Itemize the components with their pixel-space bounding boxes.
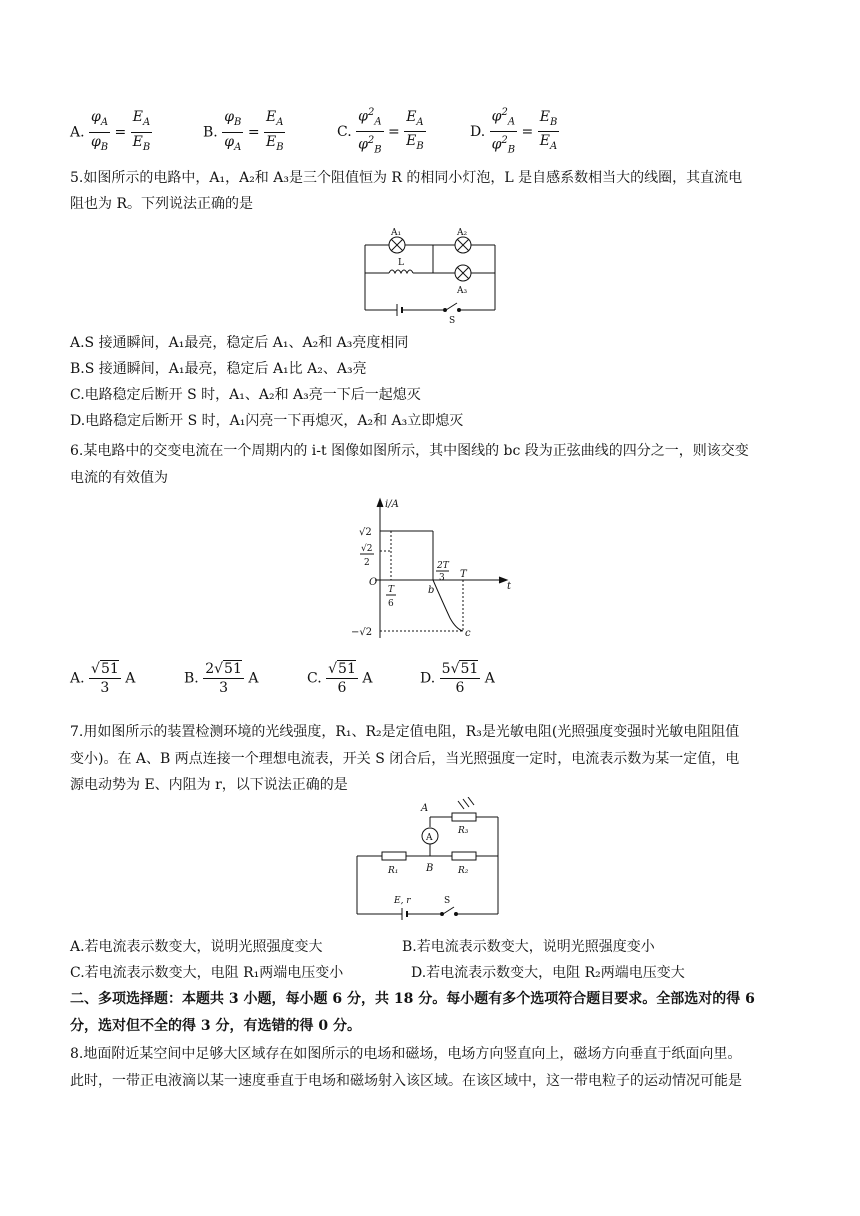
point-c: c: [465, 628, 471, 639]
q5-option-b: B.S 接通瞬间，A₁最亮，稳定后 A₁比 A₂、A₃亮: [70, 361, 367, 377]
q7-option-a: A.若电流表示数变大，说明光照强度变大: [70, 939, 323, 955]
label-a2: A₂: [457, 228, 468, 238]
section2-heading-line2: 分，选对但不全的得 3 分，有选错的得 0 分。: [70, 1018, 361, 1034]
radicand: 51: [224, 661, 242, 677]
tick-T: T: [460, 569, 467, 580]
tick-sqrt2: √2: [359, 527, 372, 538]
label-r3: R₃: [458, 826, 469, 836]
ammeter-label: A: [426, 833, 433, 843]
fraction: $\frac{E_A}{E_B}$: [132, 109, 151, 153]
coef: 5: [441, 661, 451, 677]
q8-stem-line1: 8.地面附近某空间中足够大区域存在如图所示的电场和磁场，电场方向竖直向上，磁场方向垂直于纸面向里。: [70, 1046, 742, 1062]
q7-circuit-diagram: [352, 797, 507, 922]
q7-stem-line2: 变小)。在 A、B 两点连接一个理想电流表，开关 S 闭合后，当光照强度一定时，电流表示数为某一定值，电: [70, 751, 740, 767]
label-l: L: [398, 258, 404, 268]
q5-circuit-diagram: [355, 225, 505, 325]
q5-option-c: C.电路稳定后断开 S 时，A₁、A₂和 A₃亮一下后一起熄灭: [70, 387, 421, 403]
q6-option-d-letter: D.: [420, 670, 436, 687]
fraction: $\frac{5√51}{6}$: [441, 661, 479, 696]
q5-option-a: A.S 接通瞬间，A₁最亮，稳定后 A₁、A₂和 A₃亮度相同: [70, 335, 409, 351]
q4-option-a: A. $\frac{\varphi_A}{\varphi_B}$ = $\frac{E_A}{E_B}$: [70, 108, 152, 157]
denominator: 3: [100, 680, 110, 696]
unit: A: [125, 670, 136, 687]
q7-option-b: B.若电流表示数变大，说明光照强度变小: [402, 939, 655, 955]
q6-stem-line2: 电流的有效值为: [70, 470, 168, 486]
tick-2t3-den: 3: [439, 573, 445, 583]
y-axis-label: i/A: [385, 499, 399, 510]
label-s: S: [449, 316, 456, 325]
label-a3: A₃: [457, 286, 468, 296]
unit: A: [484, 670, 495, 687]
q4-option-c: C. $\frac{\varphi^2_A}{\varphi^2_B}$ = $\frac{E_A}{E_B}$: [337, 104, 426, 160]
q4-option-c-letter: C.: [337, 123, 352, 140]
fraction: $\frac{\varphi_B}{\varphi_A}$: [224, 109, 242, 153]
q6-option-c-letter: C.: [307, 670, 322, 687]
q7-stem-line3: 源电动势为 E、内阻为 r，以下说法正确的是: [70, 777, 348, 793]
fraction: $\frac{\varphi^2_A}{\varphi^2_B}$: [490, 104, 517, 160]
denominator: 6: [455, 680, 465, 696]
q7-option-c: C.若电流表示数变大，电阻 R₁两端电压变小: [70, 965, 344, 981]
tick-neg-sqrt2: −√2: [351, 627, 373, 638]
fraction: $\frac{E_B}{E_A}$: [539, 108, 558, 153]
q4-option-a-letter: A.: [70, 124, 85, 141]
q6-option-b: [184, 660, 258, 697]
radicand: 51: [338, 661, 356, 677]
fraction: $\frac{E_A}{E_B}$: [265, 109, 284, 153]
q7-stem-line1: 7.用如图所示的装置检测环境的光线强度，R₁、R₂是定值电阻，R₃是光敏电阻(光照强度变强时光敏电阻阻值: [70, 724, 740, 740]
radicand: 51: [460, 661, 479, 677]
q5-option-d: D.电路稳定后断开 S 时，A₁闪亮一下再熄灭，A₂和 A₃立即熄灭: [70, 413, 464, 429]
label-a1: A₁: [391, 228, 402, 238]
fraction: $\frac{√51}{6}$: [328, 661, 356, 696]
q4-option-d: D. $\frac{\varphi^2_A}{\varphi^2_B}$ = $\frac{E_B}{E_A}$: [470, 104, 559, 160]
label-r2: R₂: [458, 866, 469, 876]
q4-option-d-letter: D.: [470, 123, 486, 140]
label-er: E, r: [394, 896, 411, 906]
fraction: $\frac{√51}{3}$: [91, 661, 119, 696]
q5-stem-line2: 阻也为 R。下列说法正确的是: [70, 196, 253, 212]
tick-t6-den: 6: [388, 599, 394, 609]
label-point-a: A: [421, 803, 429, 814]
tick-half-den: 2: [364, 558, 370, 568]
label-switch-s: S: [444, 896, 451, 906]
x-axis-label: t: [507, 581, 512, 592]
q6-option-a-letter: A.: [70, 670, 85, 687]
denominator: 3: [219, 680, 228, 696]
q4-option-b-letter: B.: [203, 124, 218, 141]
fraction: $\frac{2√51}{3}$: [205, 661, 242, 696]
q7-option-d: D.若电流表示数变大，电阻 R₂两端电压变大: [411, 965, 685, 981]
fraction: $\frac{E_A}{E_B}$: [406, 108, 424, 153]
unit: A: [248, 670, 259, 687]
fraction: $\frac{\varphi_A}{\varphi_B}$: [90, 109, 109, 153]
q6-option-b-letter: B.: [184, 670, 199, 687]
coef: 2: [205, 661, 215, 677]
fraction: $\frac{\varphi^2_A}{\varphi^2_B}$: [356, 104, 383, 160]
q4-option-b: B. $\frac{\varphi_B}{\varphi_A}$ = $\frac{E_A}{E_B}$: [203, 108, 285, 157]
q6-option-d: [420, 660, 495, 697]
unit: A: [362, 670, 373, 687]
label-r1: R₁: [388, 866, 399, 876]
q6-it-graph: [345, 493, 520, 643]
q6-option-a: [70, 660, 135, 697]
origin-label: O: [369, 577, 378, 588]
q6-option-c: [307, 660, 372, 697]
q8-stem-line2: 此时，一带正电液滴以某一速度垂直于电场和磁场射入该区域。在该区域中，这一带电粒子的运动情况可能是: [70, 1073, 742, 1089]
point-b: b: [428, 585, 435, 596]
tick-t6-num: T: [388, 585, 395, 595]
tick-2t3-num: 2T: [437, 561, 449, 571]
tick-half-num: √2: [361, 544, 373, 554]
section2-heading-line1: 二、多项选择题：本题共 3 小题，每小题 6 分，共 18 分。每小题有多个选项符合题目要求。全部选对的得 6: [70, 991, 755, 1007]
q6-stem-line1: 6.某电路中的交变电流在一个周期内的 i-t 图像如图所示，其中图线的 bc 段为正弦曲线的四分之一，则该交变: [70, 443, 749, 459]
label-point-b: B: [426, 863, 434, 874]
denominator: 6: [337, 680, 347, 696]
q5-stem-line1: 5.如图所示的电路中，A₁，A₂和 A₃是三个阻值恒为 R 的相同小灯泡，L 是自感系数相当大的线圈，其直流电: [70, 170, 743, 186]
radicand: 51: [100, 661, 119, 677]
